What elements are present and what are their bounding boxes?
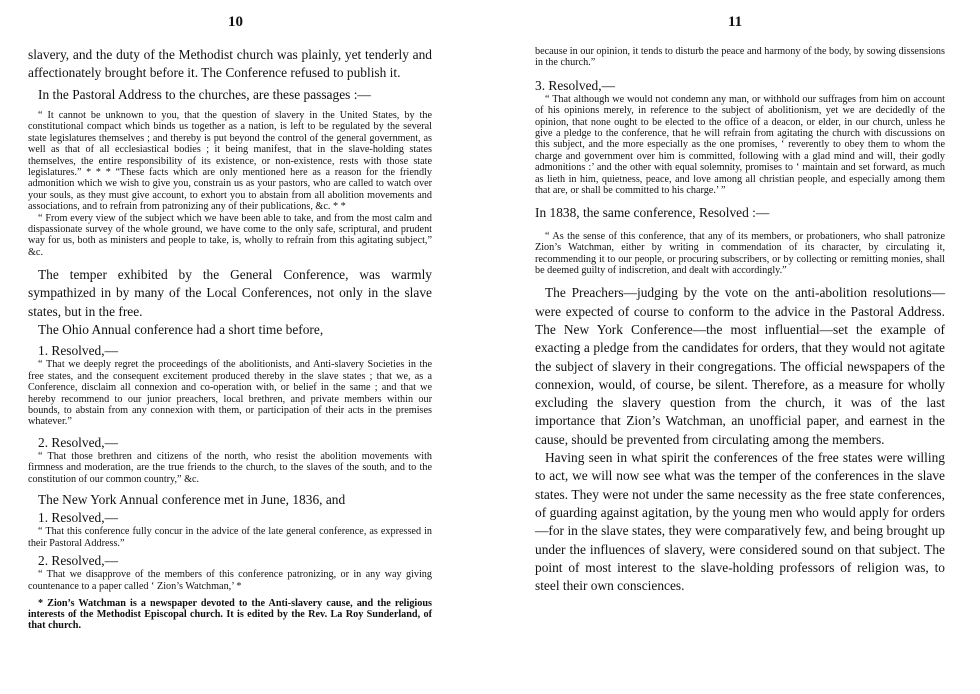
quotation: “ It cannot be unknown to you, that the question of slavery in the United States, by the constitutional compact which binds us together as a nation, is left to be regulated by the several state legislatures themselves ; and thereby is put beyond the control of the general government, as well as that of all ecclesiastical bodies ; it being manifest, that in the slave-holding states themselves, the entire responsibility of its existence, or non-existence, rests with those state legislatures.” * * * “These facts which are only mentioned here as a reason for the friendly admonition which we wish to give you, constrain us as your pastors, who are called to watch over your souls, as they must give account, to exhort you to abstain from all abolition movements and associations, and to refrain from patronizing any of their publications, &c. * *: [28, 109, 432, 213]
right-column: [535, 46, 945, 595]
quotation: “ That this conference fully concur in the advice of the late general conference, as expressed in their Pastoral Address.”: [28, 526, 432, 549]
right-page: [490, 0, 980, 694]
page-number: 11: [728, 14, 743, 30]
paragraph: In 1838, the same conference, Resolved :—: [535, 205, 770, 221]
quotation: “ That although we would not condemn any man, or withhold our suffrages from him on account of his opinions merely, in reference to the subject of abolitionism, yet we are decidedly of the opinion, that none ought to be elected to the office of a deacon, or elder, in our church, unless he give a pledge to the conference, that he will refrain from agitating the church with discussions on this subject, and the more especially as the one promises, ‘ reverently to obey them to whom the charge and government over him is committed, following with a glad mind and will, their godly admonitions :’ and the other with equal solemnity, promises to ‘ maintain and set forward, as much as lieth in him, quietness, peace, and love among all christian people, and especially among them that are, or shall be committed to his charge.’ ”: [535, 93, 945, 197]
paragraph: Having seen in what spirit the conferences of the free states were willing to act, we will now see what was the temper of the conferences in the slave states. They were not under the same necessity as the free state conferences, of guarding against agitation, by the young men who would apply for orders—for in the slave states, they were comparatively few, and being brought up under the influences of slavery, were considered sound on that subject. The point of most interest to the slave-holding professors of religion was, to steel their own consciences.: [535, 450, 945, 594]
paragraph: The Ohio Annual conference had a short time before,: [38, 322, 324, 338]
quotation: “ From every view of the subject which we have been able to take, and from the most calm and dispassionate survey of the whole ground, we have come to the only safe, scriptural, and prudent way for us, both as ministers and people to take, is, wholly to refrain from this agitating subject,” &c.: [28, 212, 432, 258]
resolution-heading: 2. Resolved,—: [38, 553, 118, 569]
quotation: “ That we disapprove of the members of this conference patronizing, or in any way giving countenance to a paper called ‘ Zion’s Watchman,’ *: [28, 569, 432, 592]
quotation: “ That we deeply regret the proceedings of the abolitionists, and Anti-slavery Societies in the free states, and the consequent excitement produced thereby in the slave states ; that we, as a Conference, disclaim all connexion and co-operation with, or belief in the same ; and that we hereby recommend to our junior preachers, local brethren, and private members within our bounds, to abstain from any connexion with them, or participation of their acts in the premises whatever.”: [28, 359, 432, 428]
resolution-heading: 1. Resolved,—: [38, 510, 118, 526]
paragraph: The Preachers—judging by the vote on the anti-abolition resolutions—were expected of course to conform to the advice in the Pastoral Address. The New York Conference—the most influential—set the example of exacting a pledge from the candidates for orders, that they would not agitate the subject of slavery in their congregations. The official newspapers of the connexion, would, of course, be silent. Therefore, as a measure for wholly excluding the slavery question from the church, it was of the last importance that Zion’s Watchman, an unofficial paper, and earnest in the cause, should be prevented from circulating among the members.: [535, 285, 945, 447]
paragraph: The temper exhibited by the General Conference, was warmly sympathized in by many of the Local Conferences, not only in the slave states, but in the free.: [28, 267, 432, 319]
paragraph: slavery, and the duty of the Methodist church was plainly, yet tenderly and affectionately brought before it. The Conference refused to publish it.: [28, 47, 432, 81]
paragraph: In the Pastoral Address to the churches, are these passages :—: [38, 86, 371, 102]
resolution-heading: 2. Resolved,—: [38, 434, 118, 450]
paragraph: The New York Annual conference met in June, 1836, and: [38, 492, 346, 508]
page-number: 10: [228, 14, 243, 30]
quotation: “ That those brethren and citizens of the north, who resist the abolition movements with firmness and moderation, are the true friends to the church, to the slaves of the south, and to the constitution of our common country,” &c.: [28, 450, 432, 485]
resolution-heading: 1. Resolved,—: [38, 343, 118, 359]
left-column: [28, 46, 432, 632]
quotation: “ As the sense of this conference, that any of its members, or probationers, who shall patronize Zion’s Watchman, either by writing in commendation of its character, by circulating it, recommending it to our people, or procuring subscribers, or by collecting or remitting monies, shall be deemed guilty of indiscretion, and dealt with accordingly.”: [535, 230, 945, 276]
footnote: * Zion’s Watchman is a newspaper devoted to the Anti-slavery cause, and the religious interests of the Methodist Episcopal church. It is edited by the Rev. La Roy Sunderland, of that church.: [28, 597, 432, 632]
quotation: because in our opinion, it tends to disturb the peace and harmony of the body, by sowing dissensions in the church.”: [535, 46, 945, 69]
resolution-heading: 3. Resolved,—: [535, 77, 615, 93]
